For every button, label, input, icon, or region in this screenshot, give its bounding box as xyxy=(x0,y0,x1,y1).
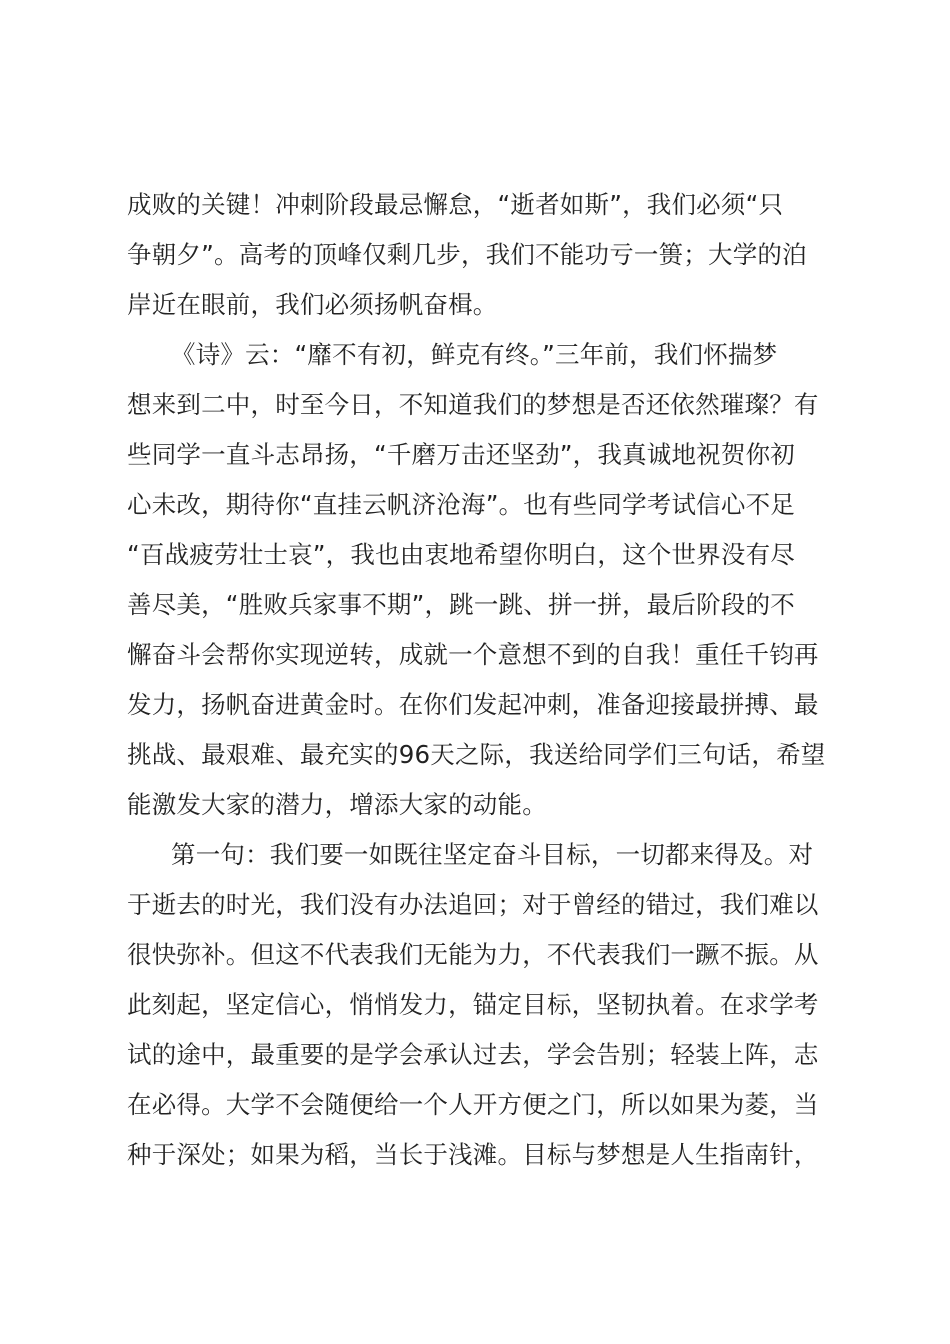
text-line: “百战疲劳壮士哀”，我也由衷地希望你明白，这个世界没有尽 xyxy=(127,540,795,569)
text-line: 岸近在眼前，我们必须扬帆奋楫。 xyxy=(127,290,498,319)
body-text xyxy=(127,186,853,1186)
text-line: 此刻起，坚定信心，悄悄发力，锚定目标，坚韧执着。在求学考 xyxy=(127,990,819,1019)
text-line: 能激发大家的潜力，增添大家的动能。 xyxy=(127,790,547,819)
paragraph-start-line: 第一句：我们要一如既往坚定奋斗目标，一切都来得及。对 xyxy=(171,840,814,869)
text-line: 争朝夕”。高考的顶峰仅剩几步，我们不能功亏一篑；大学的泊 xyxy=(127,240,807,269)
text-line: 发力，扬帆奋进黄金时。在你们发起冲刺，准备迎接最拼搏、最 xyxy=(127,690,819,719)
text-line: 心未改，期待你“直挂云帆济沧海”。也有些同学考试信心不足 xyxy=(127,490,795,519)
text-line: 挑战、最艰难、最充实的96天之际，我送给同学们三句话，希望 xyxy=(127,740,826,769)
paragraph-start-line: 《诗》云：“靡不有初，鲜克有终。”三年前，我们怀揣梦 xyxy=(171,340,778,369)
text-line: 试的途中，最重要的是学会承认过去，学会告别；轻装上阵，志 xyxy=(127,1040,819,1069)
text-line: 善尽美，“胜败兵家事不期”，跳一跳、拼一拼，最后阶段的不 xyxy=(127,590,795,619)
text-line: 很快弥补。但这不代表我们无能为力，不代表我们一蹶不振。从 xyxy=(127,940,819,969)
text-line: 于逝去的时光，我们没有办法追回；对于曾经的错过，我们难以 xyxy=(127,890,819,919)
text-line: 懈奋斗会帮你实现逆转，成就一个意想不到的自我！重任千钧再 xyxy=(127,640,819,669)
text-line: 成败的关键！冲刺阶段最忌懈怠，“逝者如斯”，我们必须“只 xyxy=(127,190,784,219)
text-line: 想来到二中，时至今日，不知道我们的梦想是否还依然璀璨？有 xyxy=(127,390,819,419)
text-line: 些同学一直斗志昂扬，“千磨万击还坚劲”，我真诚地祝贺你初 xyxy=(127,440,795,469)
text-line: 种于深处；如果为稻，当长于浅滩。目标与梦想是人生指南针， xyxy=(127,1140,819,1169)
text-line: 在必得。大学不会随便给一个人开方便之门，所以如果为菱，当 xyxy=(127,1090,819,1119)
